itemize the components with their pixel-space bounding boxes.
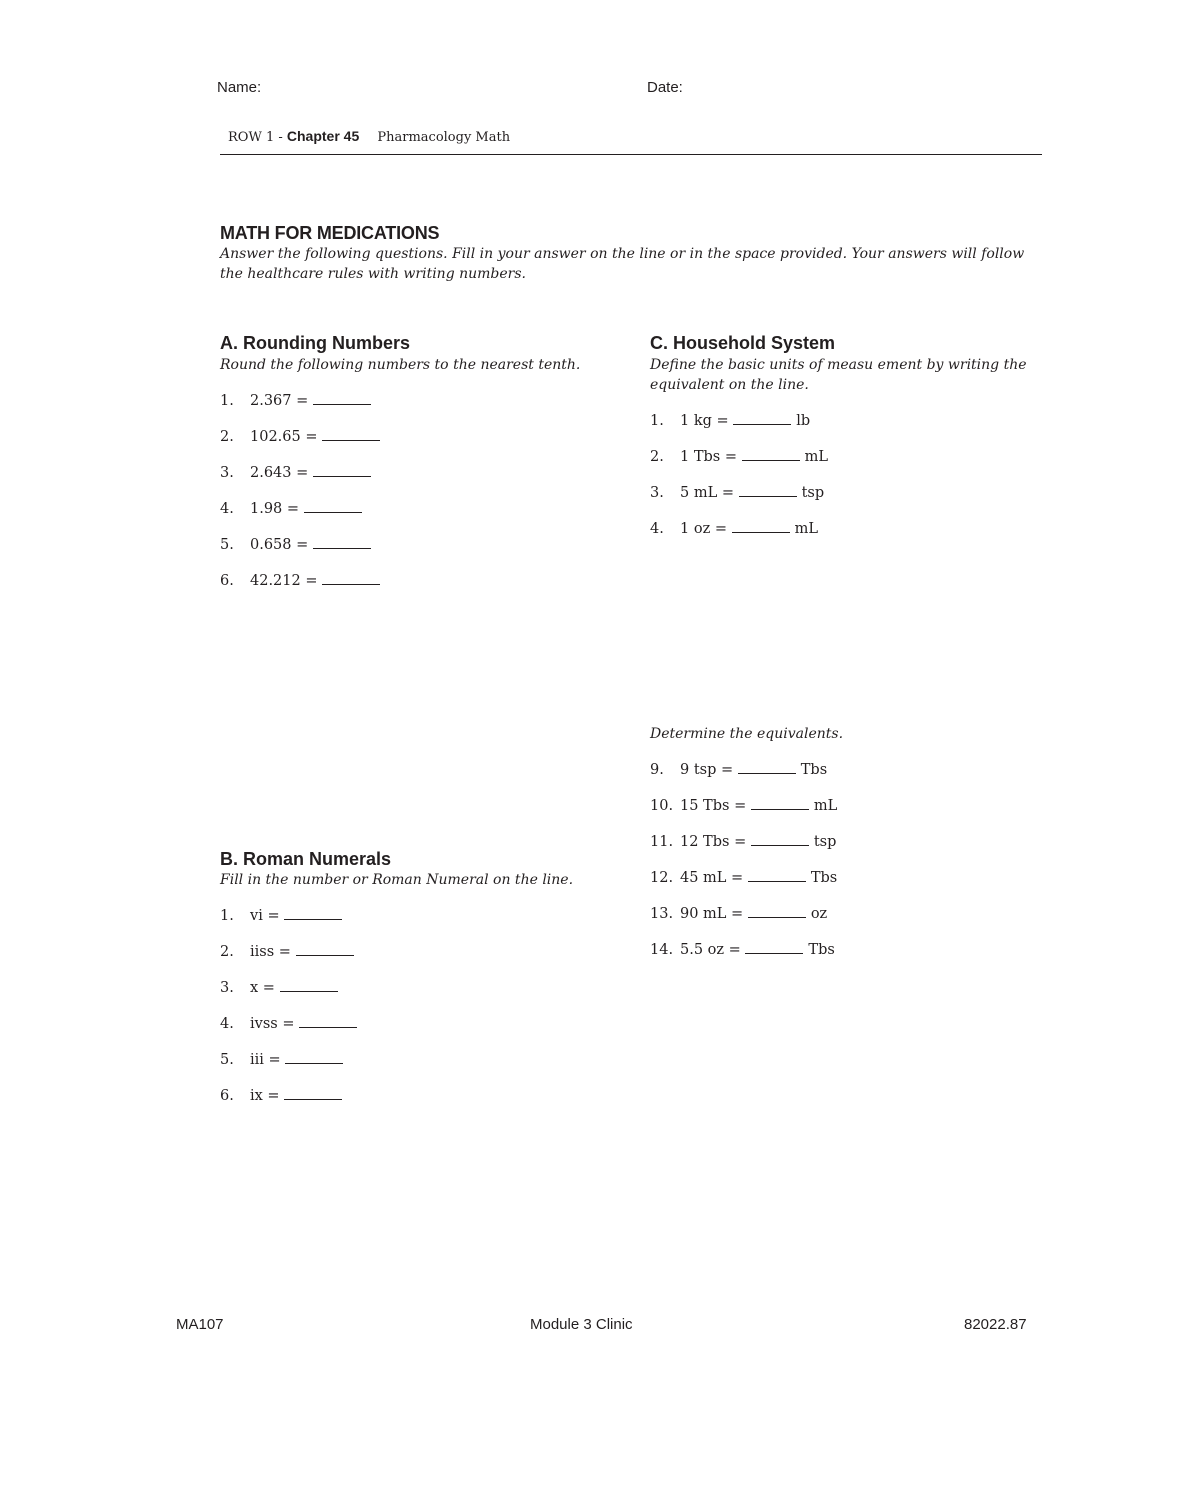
question-c2: 2. 1 Tbs = mL [650,449,828,465]
question-c1: 1. 1 kg = lb [650,413,811,429]
question-b1: 1. vi = [220,907,342,924]
answer-blank[interactable] [313,392,371,405]
question-a1: 1. 2.367 = [220,392,371,409]
question-a6: 6. 42.212 = [220,572,380,589]
question-a3: 3. 2.643 = [220,464,371,481]
page-instructions: Answer the following questions. Fill in your answer on the line or in the space provided. Your answers will follow the healthcare rules with writing numbers. [220,246,1025,282]
question-b6: 6. ix = [220,1087,342,1104]
running-head [228,128,510,145]
answer-blank[interactable] [733,412,791,425]
question-c11: 11. 12 Tbs = tsp [650,834,837,850]
page-title: MATH FOR MEDICATIONS [220,223,440,243]
course-label: Pharmacology Math [377,130,511,145]
question-c3: 3. 5 mL = tsp [650,485,825,501]
date-label: Date: [647,79,683,96]
question-c9: 9. 9 tsp = Tbs [650,762,828,778]
answer-blank[interactable] [299,1015,357,1028]
chapter-label: Chapter 45 [286,128,360,144]
answer-blank[interactable] [322,428,380,441]
answer-blank[interactable] [742,448,800,461]
footer-left: MA107 [176,1316,224,1333]
footer-center: Module 3 Clinic [530,1316,633,1333]
answer-blank[interactable] [748,869,806,882]
answer-blank[interactable] [284,907,342,920]
footer-right: 82022.87 [964,1316,1027,1333]
question-c12: 12. 45 mL = Tbs [650,870,838,886]
question-c4: 4. 1 oz = mL [650,521,818,537]
equiv-instruction: Determine the equivalents. [650,726,844,742]
answer-blank[interactable] [296,943,354,956]
answer-blank[interactable] [322,572,380,585]
section-c-title: C. Household System [650,333,836,353]
question-b3: 3. x = [220,979,338,996]
name-label: Name: [217,79,262,96]
answer-blank[interactable] [304,500,362,513]
answer-blank[interactable] [745,941,803,954]
answer-blank[interactable] [284,1087,342,1100]
question-b5: 5. iii = [220,1051,343,1068]
header-rule [220,154,1042,155]
question-c10: 10. 15 Tbs = mL [650,798,838,814]
answer-blank[interactable] [280,979,338,992]
question-c14: 14. 5.5 oz = Tbs [650,942,835,958]
answer-blank[interactable] [751,833,809,846]
section-b-instruction: Fill in the number or Roman Numeral on the line. [220,872,574,888]
question-b4: 4. ivss = [220,1015,357,1032]
answer-blank[interactable] [748,905,806,918]
question-a4: 4. 1.98 = [220,500,362,517]
answer-blank[interactable] [313,536,371,549]
question-a5: 5. 0.658 = [220,536,371,553]
row-label: ROW 1 - [228,130,287,145]
answer-blank[interactable] [738,761,796,774]
answer-blank[interactable] [313,464,371,477]
section-a-instruction: Round the following numbers to the nearest tenth. [220,357,581,373]
answer-blank[interactable] [732,520,790,533]
section-b-title: B. Roman Numerals [220,849,392,869]
question-b2: 2. iiss = [220,943,354,960]
section-c-instruction: Define the basic units of measu ement by writing the equivalent on the line. [650,357,1027,393]
answer-blank[interactable] [751,797,809,810]
answer-blank[interactable] [739,484,797,497]
answer-blank[interactable] [285,1051,343,1064]
question-c13: 13. 90 mL = oz [650,906,828,922]
question-a2: 2. 102.65 = [220,428,380,445]
section-a-title: A. Rounding Numbers [220,333,410,353]
